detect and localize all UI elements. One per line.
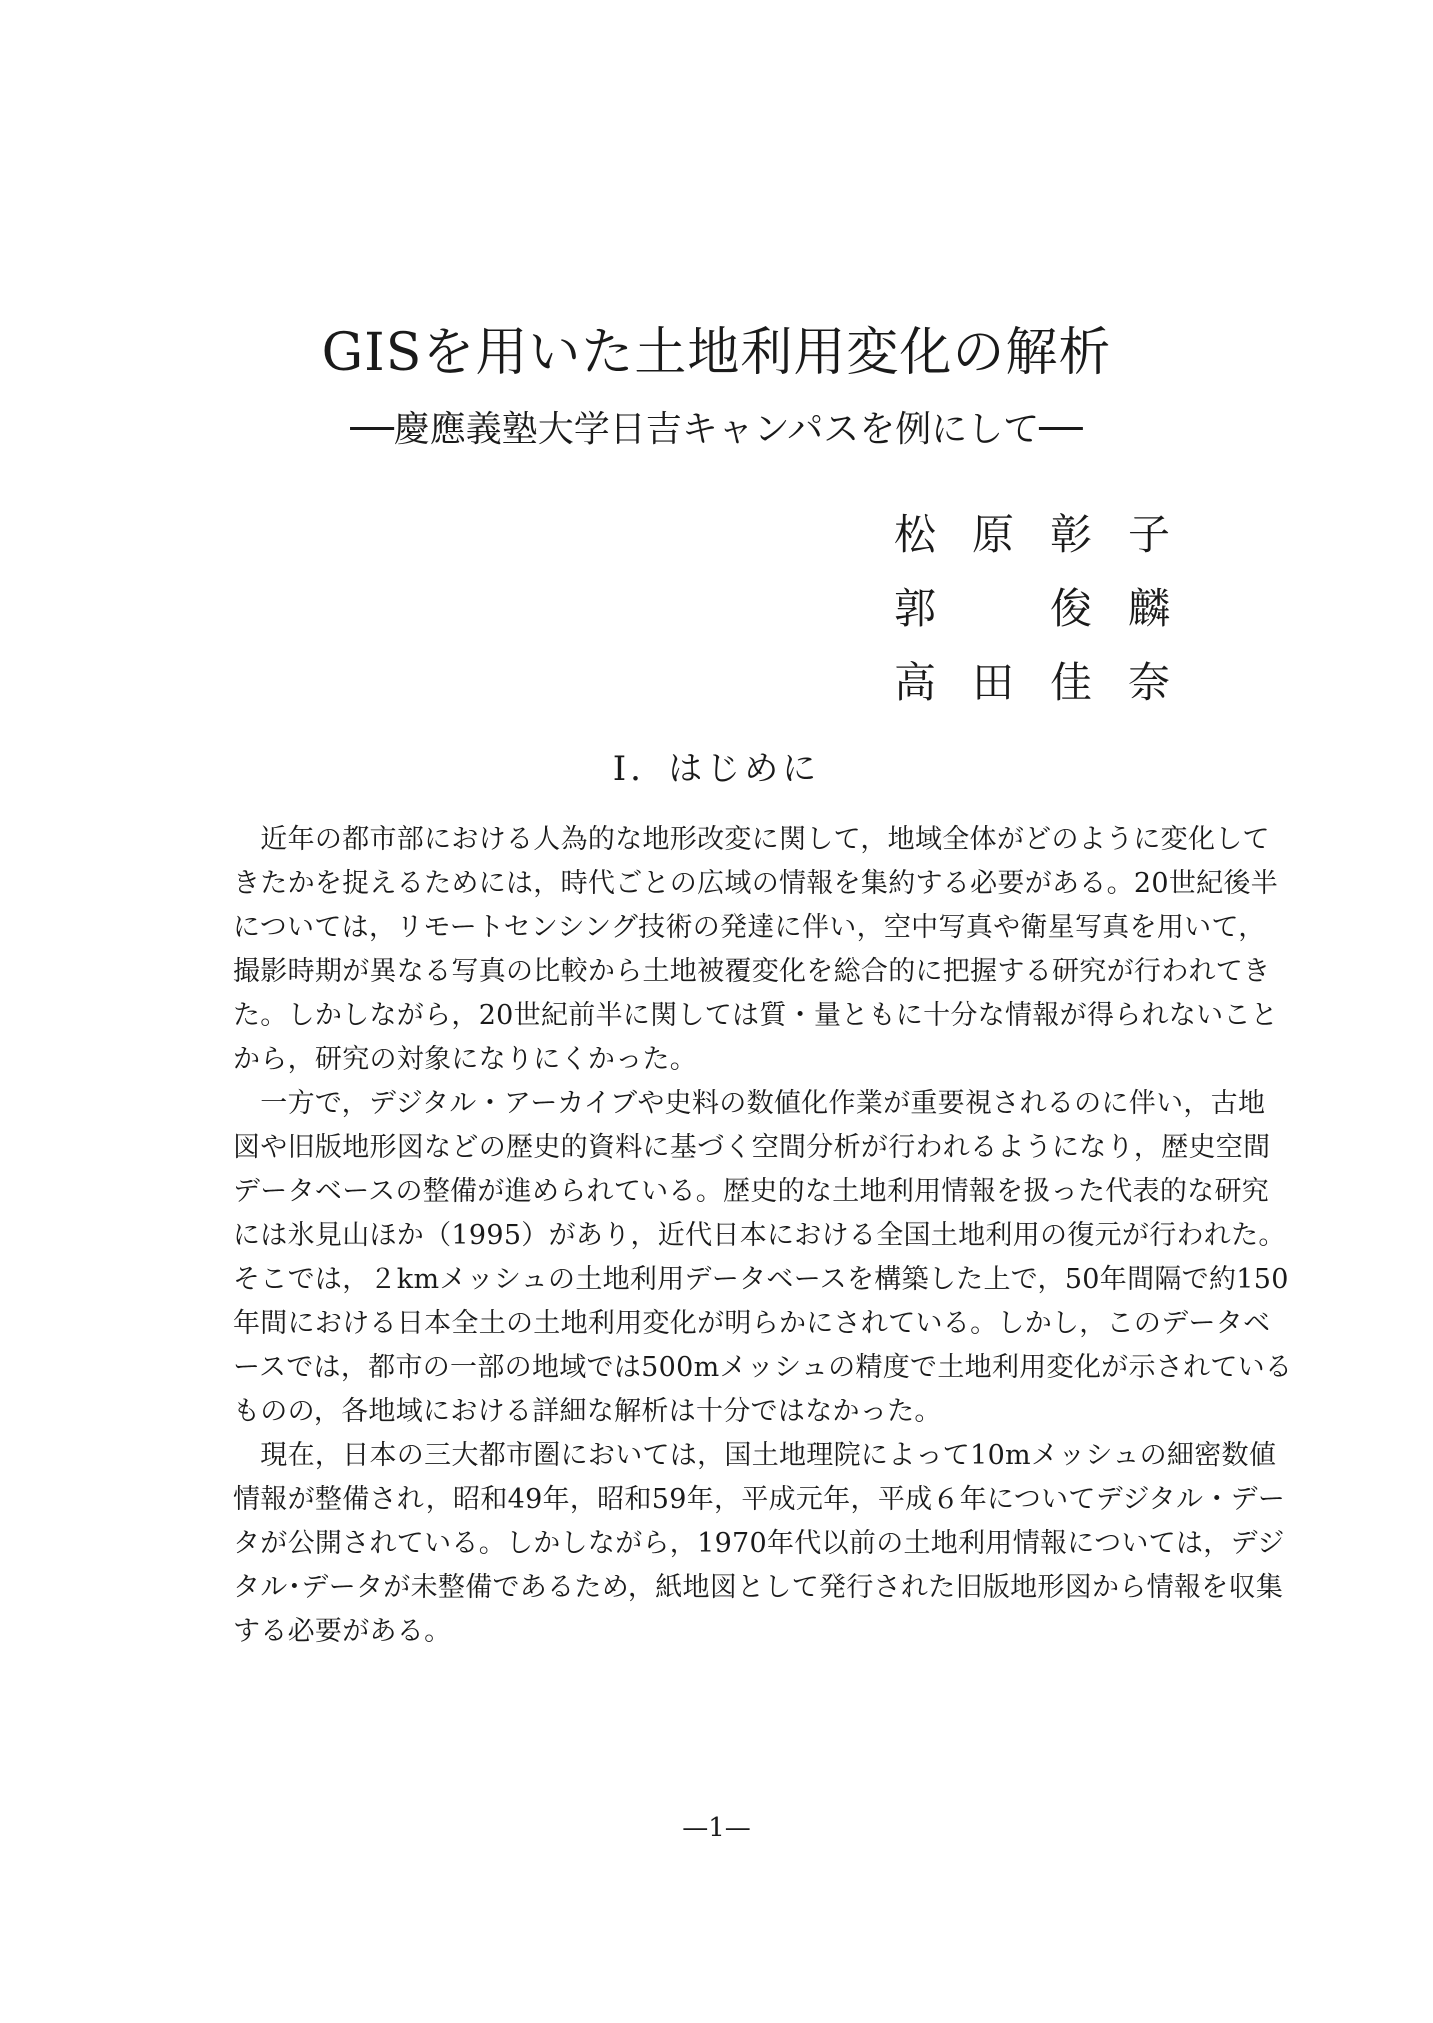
text-line: する必要がある。 xyxy=(233,1616,452,1647)
paper-title: GISを用いた土地利用変化の解析 xyxy=(321,323,1112,383)
text-line: には氷見山ほか（1995）があり，近代日本における全国土地利用の復元が行われた。 xyxy=(233,1220,1286,1251)
text-line: 現在，日本の三大都市圏においては，国土地理院によって10mメッシュの細密数値 xyxy=(233,1440,1277,1471)
text-line: 一方で，デジタル・アーカイブや史料の数値化作業が重要視されるのに伴い，古地 xyxy=(233,1088,1266,1119)
author-char: 彰 xyxy=(1049,510,1092,559)
page-number: —1— xyxy=(682,1813,751,1843)
author-name xyxy=(892,512,1172,558)
author-name xyxy=(892,660,1172,706)
author-char: 麟 xyxy=(1127,584,1170,633)
text-line: タル･データが未整備であるため，紙地図として発行された旧版地形図から情報を収集 xyxy=(233,1572,1284,1603)
text-line: そこでは，２kmメッシュの土地利用データベースを構築した上で，50年間隔で約150 xyxy=(233,1264,1289,1295)
text-line: 図や旧版地形図などの歴史的資料に基づく空間分析が行われるようになり，歴史空間 xyxy=(233,1132,1271,1163)
author-char: 俊 xyxy=(1049,584,1092,633)
text-line: た。しかしながら，20世紀前半に関しては質・量ともに十分な情報が得られないこと xyxy=(233,1000,1279,1031)
author-char: 奈 xyxy=(1127,658,1170,707)
text-line: 年間における日本全土の土地利用変化が明らかにされている。しかし，このデータベ xyxy=(233,1308,1271,1339)
text-line: きたかを捉えるためには，時代ごとの広域の情報を集約する必要がある。20世紀後半 xyxy=(233,868,1279,899)
paper-subtitle: ──慶應義塾大学日吉キャンパスを例にして── xyxy=(350,409,1083,450)
text-line: については，リモートセンシング技術の発達に伴い，空中写真や衛星写真を用いて， xyxy=(233,912,1266,943)
text-line: から，研究の対象になりにくかった。 xyxy=(233,1044,698,1075)
author-char: 高 xyxy=(893,658,936,707)
text-line: 近年の都市部における人為的な地形改変に関して，地域全体がどのように変化して xyxy=(233,824,1270,855)
author-char xyxy=(970,586,1016,632)
author-name xyxy=(892,586,1172,632)
text-line: ースでは，都市の一部の地域では500mメッシュの精度で土地利用変化が示されている xyxy=(233,1352,1293,1383)
section-heading: Ⅰ．はじめに xyxy=(612,749,821,789)
author-char: 原 xyxy=(971,510,1014,559)
author-char: 郭 xyxy=(893,584,936,633)
body-text xyxy=(233,818,1293,1654)
text-line: ものの，各地域における詳細な解析は十分ではなかった。 xyxy=(233,1396,942,1427)
author-char: 田 xyxy=(971,658,1014,707)
author-char: 佳 xyxy=(1049,658,1092,707)
author-list xyxy=(892,512,1172,734)
author-char: 子 xyxy=(1127,510,1170,559)
author-char: 松 xyxy=(893,510,936,559)
text-line: タが公開されている。しかしながら，1970年代以前の土地利用情報については，デジ xyxy=(233,1528,1285,1559)
text-line: 情報が整備され，昭和49年，昭和59年，平成元年，平成６年についてデジタル・デー xyxy=(233,1484,1286,1515)
text-line: データベースの整備が進められている。歴史的な土地利用情報を扱った代表的な研究 xyxy=(233,1176,1270,1207)
text-line: 撮影時期が異なる写真の比較から土地被覆変化を総合的に把握する研究が行われてき xyxy=(233,956,1271,987)
